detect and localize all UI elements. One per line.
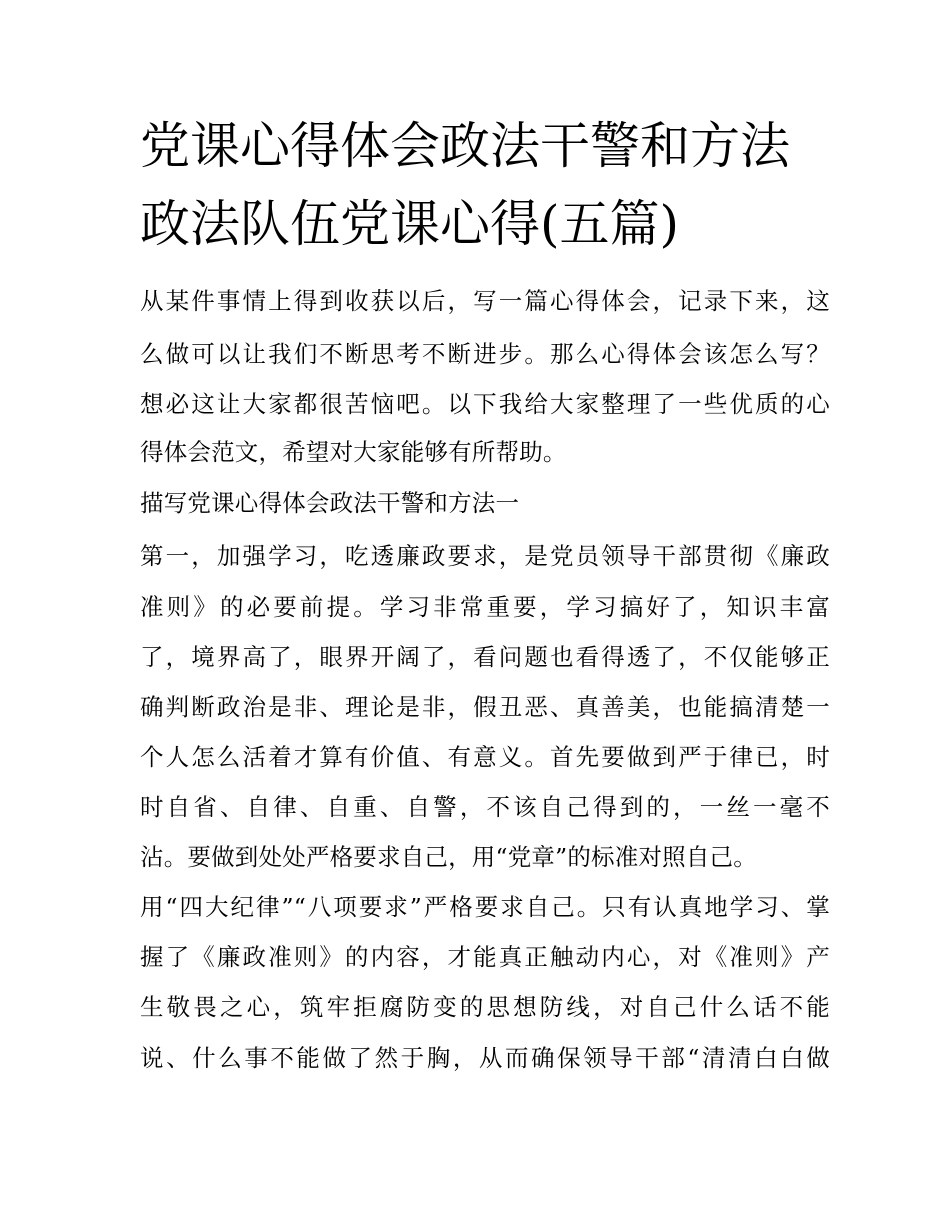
body-line-10: 生敬畏之心，筑牢拒腐防变的思想防线，对自己什么话不能: [140, 993, 830, 1021]
body-line-1: 第一，加强学习，吃透廉政要求，是党员领导干部贯彻《廉政: [140, 542, 830, 570]
intro-line-1: 从某件事情上得到收获以后，写一篇心得体会，记录下来，这: [140, 287, 830, 315]
body-line-5: 个人怎么活着才算有价值、有意义。首先要做到严于律已，时: [140, 743, 830, 771]
document-title-line-1: 党课心得体会政法干警和方法: [140, 117, 790, 175]
body-line-8: 用“四大纪律”“八项要求”严格要求自己。只有认真地学习、掌: [140, 893, 830, 921]
body-line-7: 沾。要做到处处严格要求自己，用“党章”的标准对照自己。: [140, 843, 757, 871]
body-line-11: 说、什么事不能做了然于胸，从而确保领导干部“清清白白做: [140, 1044, 830, 1072]
intro-line-3: 想必这让大家都很苦恼吧。以下我给大家整理了一些优质的心: [140, 390, 830, 418]
body-line-2: 准则》的必要前提。学习非常重要，学习搞好了，知识丰富: [140, 593, 830, 621]
intro-line-2: 么做可以让我们不断思考不断进步。那么心得体会该怎么写？: [140, 340, 830, 368]
body-line-4: 确判断政治是非、理论是非，假丑恶、真善美，也能搞清楚一: [140, 693, 830, 721]
intro-line-4: 得体会范文，希望对大家能够有所帮助。: [140, 438, 567, 466]
section-heading: 描写党课心得体会政法干警和方法一: [140, 489, 520, 517]
document-title-line-2: 政法队伍党课心得(五篇): [140, 195, 680, 253]
body-line-6: 时自省、自律、自重、自警，不该自己得到的，一丝一毫不: [140, 793, 830, 821]
body-line-3: 了，境界高了，眼界开阔了，看问题也看得透了，不仅能够正: [140, 643, 830, 671]
body-line-9: 握了《廉政准则》的内容，才能真正触动内心，对《准则》产: [140, 943, 830, 971]
